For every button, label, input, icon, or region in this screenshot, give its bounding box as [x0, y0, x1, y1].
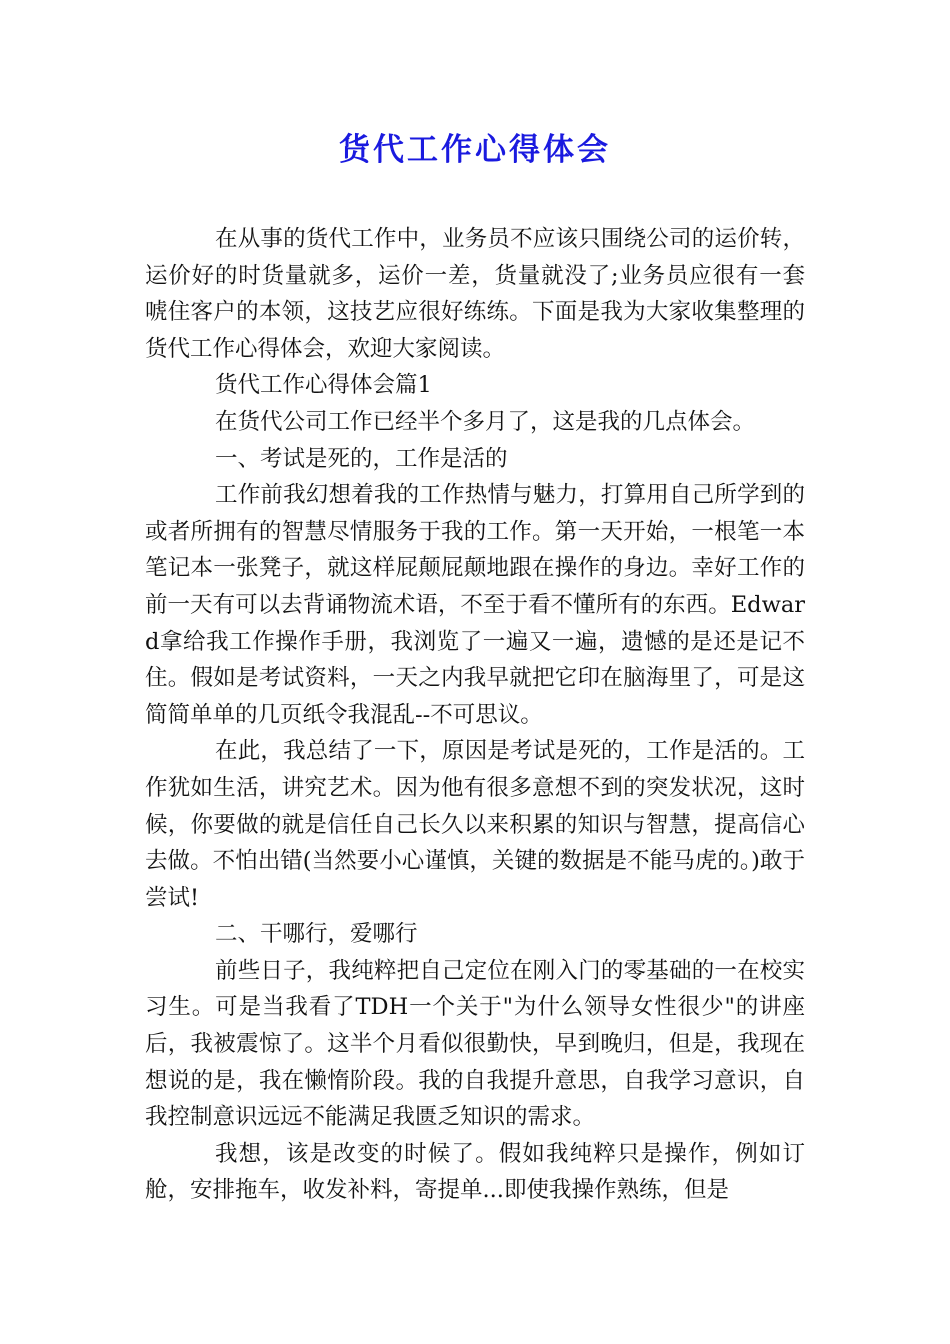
- body-paragraph: 在从事的货代工作中，业务员不应该只围绕公司的运价转，运价好的时货量就多，运价一差，货量就没了;业务员应很有一套唬住客户的本领，这技艺应很好练练。下面是我为大家收集整理的货代工作心得体会，欢迎大家阅读。: [145, 226, 805, 362]
- body-paragraph: 我想，该是改变的时候了。假如我纯粹只是操作，例如订舱，安排拖车，收发补料，寄提单...即使我操作熟练，但是: [145, 1140, 805, 1204]
- body-paragraph: 在此，我总结了一下，原因是考试是死的，工作是活的。工作犹如生活，讲究艺术。因为他有很多意想不到的突发状况，这时候，你要做的就是信任自己长久以来积累的知识与智慧，提高信心去做。不怕出错(当然要小心谨慎，关键的数据是不能马虎的。)敢于尝试!: [145, 738, 805, 911]
- section-heading: 一、考试是死的，工作是活的: [215, 445, 508, 472]
- document-title: 货代工作心得体会: [339, 132, 611, 168]
- document-body: [145, 221, 805, 1209]
- body-paragraph: 前些日子，我纯粹把自己定位在刚入门的零基础的一在校实习生。可是当我看了TDH一个关于"为什么领导女性很少"的讲座后，我被震惊了。这半个月看似很勤快，早到晚归，但是，我现在想说的是，我在懒惰阶段。我的自我提升意思，自我学习意识，自我控制意识远远不能满足我匮乏知识的需求。: [145, 957, 805, 1131]
- section-heading: 货代工作心得体会篇1: [215, 372, 432, 399]
- body-paragraph: 在货代公司工作已经半个多月了，这是我的几点体会。: [215, 408, 756, 435]
- body-paragraph: 工作前我幻想着我的工作热情与魅力，打算用自己所学到的或者所拥有的智慧尽情服务于我的工作。第一天开始，一根笔一本笔记本一张凳子，就这样屁颠屁颠地跟在操作的身边。幸好工作的前一天有可以去背诵物流术语，不至于看不懂所有的东西。Edward拿给我工作操作手册，我浏览了一遍又一遍，遗憾的是还是记不住。假如是考试资料，一天之内我早就把它印在脑海里了，可是这简简单单的几页纸令我混乱--不可思议。: [145, 482, 805, 728]
- section-heading: 二、干哪行，爱哪行: [215, 921, 418, 948]
